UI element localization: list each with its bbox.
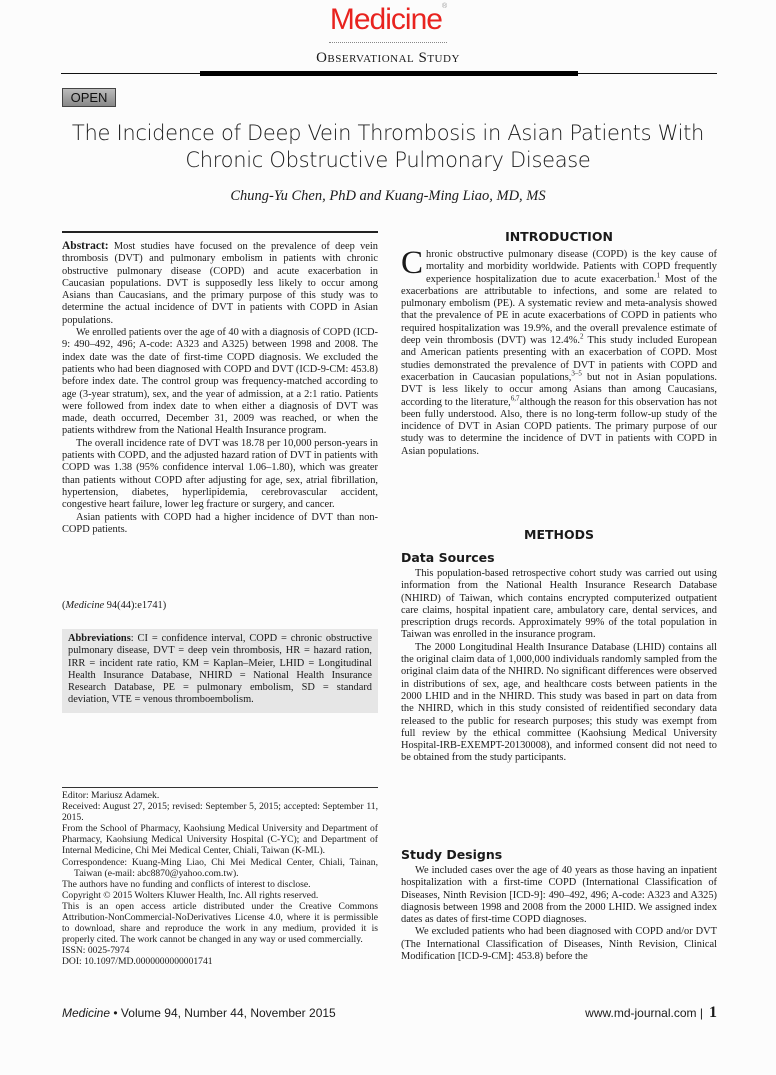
- abstract-paragraph: [62, 240, 378, 327]
- registered-mark: ®: [441, 3, 447, 10]
- abstract-paragraph: The overall incidence rate of DVT was 18.78 per 10,000 person-years in patients with COPD, and the adjusted hazard ration of DVT in patients with COPD was 1.38 (95% confidence interval 1.06–1.80), which was greater than patients without COPD after adjusting for age, sex, atrial fibrillation, hypertension, diabetes, hyperlipidemia, cerebrovascular accident, congestive heart failure, lower leg fracture or surgery, and cancer.: [62, 437, 378, 511]
- abbreviations-label: Abbreviations: [68, 633, 131, 644]
- reference-link[interactable]: 6,7: [510, 394, 520, 403]
- footer-right: [540, 1004, 717, 1022]
- footnote-conflicts: The authors have no funding and conflicts of interest to disclose.: [62, 878, 311, 890]
- footnote-doi[interactable]: DOI: 10.1097/MD.0000000000001741: [62, 956, 213, 968]
- data-sources-body: [401, 568, 717, 765]
- methods-paragraph: We included cases over the age of 40 years as those having an inpatient hospitalization with a first-time COPD (International Classification of Diseases, Ninth Revision [ICD-9]: 490–492, 496; A-code: A323 and A325) diagnosis between 1998 and 2008 from the 2000 LHID. We assigned index dates as dates of first-time COPD diagnoses.: [401, 865, 717, 926]
- abstract-rule: [62, 231, 378, 233]
- introduction-body: [401, 245, 718, 458]
- footer-volume: Volume 94, Number 44, November 2015: [120, 1006, 336, 1020]
- logo-dotted-rule: [329, 42, 447, 43]
- abstract: [62, 240, 378, 536]
- intro-text: Most of the exacerbations are attributable to infections, and some are related to pulmonary embolism (PE). A systematic review and meta-analysis showed that the prevalence of PE in acute exacerbations of COPD in patients who required hospitalization was 19.9%, and the overall prevalence estimate of deep vein thrombosis (DVT) was 12.4%.: [401, 273, 717, 347]
- data-sources-heading: Data Sources: [401, 550, 495, 565]
- footnote-affiliations: From the School of Pharmacy, Kaohsiung Medical University and Department of Pharmacy, Kaohsiung Medical University Hospital (C-YC); and Department of Internal Medicine, Chi Mei Medical Center, Chiali, Taiwan (K-ML).: [62, 823, 378, 857]
- methods-paragraph: The 2000 Longitudinal Health Insurance Database (LHID) contains all the original claim data of 1,000,000 individuals randomly sampled from the original claim data of the NHIRD. No significant differences were observed in distributions of sex, age, and healthcare costs between patients in the 2000 LHID and in the NHIRD. This study was based in part on data from the NHIRD, which in this study consisted of reidentified secondary data released to the public for research purposes; this study was exempt from full review by the ethical committee (Kaohsiung Medical University Hospital-IRB-EXEMPT-20130008), and informed consent did not need to be obtained from the study participants.: [401, 641, 717, 764]
- citation-ref: 94(44):e1741): [104, 600, 167, 611]
- section-label: Observational Study: [316, 50, 460, 66]
- study-designs-body: [401, 865, 717, 963]
- article-authors: Chung-Yu Chen, PhD and Kuang-Ming Liao, MD, MS: [230, 188, 546, 204]
- citation-paren: (: [62, 600, 66, 611]
- journal-logo: [0, 3, 776, 37]
- open-access-badge: OPEN: [62, 88, 116, 107]
- citation-journal: Medicine: [65, 600, 105, 611]
- abbreviations-box: [62, 629, 378, 713]
- intro-text: but not in Asian populations. DVT is less likely to occur among Asians than among Caucasians, according to the literature,: [401, 371, 717, 408]
- reference-link[interactable]: 3–5: [571, 369, 582, 378]
- footnotes: [62, 790, 378, 968]
- footnote-dates: Received: August 27, 2015; revised: September 5, 2015; accepted: September 11, 2015.: [62, 801, 378, 824]
- footnote-editor: Editor: Mariusz Adamek.: [62, 790, 160, 801]
- footer-issue: [62, 1006, 336, 1020]
- journal-url-link[interactable]: www.md-journal.com: [585, 1006, 697, 1020]
- header-rule-bar: [200, 71, 578, 76]
- reference-link[interactable]: 2: [579, 332, 584, 341]
- footnote-copyright: Copyright © 2015 Wolters Kluwer Health, Inc. All rights reserved.: [62, 889, 319, 901]
- methods-paragraph: We excluded patients who had been diagnosed with COPD and/or DVT (The International Classification of Diseases, Ninth Revision, Clinical Modification [ICD-9-CM]: 453.8) before the: [401, 926, 717, 963]
- footnote-correspondence: Correspondence: Kuang-Ming Liao, Chi Mei Medical Center, Chiali, Tainan, Taiwan (e-mail: abc8870@yahoo.com.tw).: [62, 856, 378, 879]
- abstract-paragraph: Asian patients with COPD had a higher incidence of DVT than non-COPD patients.: [62, 511, 378, 535]
- footer-bullet: •: [113, 1006, 118, 1020]
- intro-text: This study included European and American patients presenting with an exacerbation of COPD. Most studies demonstrated the prevalence of DVT in patients with COPD and exacerbation in Caucasian populations,: [401, 335, 717, 383]
- citation: [62, 600, 378, 612]
- journal-name: Medicine: [329, 3, 442, 36]
- intro-text: although the reason for this observation has not been fully understood. Also, there is no long-term follow-up study of the incidence of DVT in Asian COPD patients. The primary purpose of our study was to determine the incidence of DVT in patients with COPD in Asian populations.: [401, 396, 718, 457]
- footer-journal: Medicine: [62, 1006, 111, 1020]
- reference-link[interactable]: 1: [656, 271, 661, 280]
- footnote-license: This is an open access article distributed under the Creative Commons Attribution-NonCommercial-NoDerivatives License 4.0, where it is permissible to download, share and reproduce the work in any medium, provided it is properly cited. The work cannot be changed in any way or used commercially.: [62, 900, 378, 946]
- abstract-text: Most studies have focused on the prevalence of deep vein thrombosis (DVT) and pulmonary embolism in patients with chronic obstructive pulmonary disease (COPD) and acute exacerbation in Caucasian populations. DVT is supposedly less likely to occur among Asians than Caucasians, and the primary purpose of this study was to determine the actual incidence of DVT in patients with COPD in Asian populations.: [62, 241, 378, 326]
- methods-heading: METHODS: [524, 527, 594, 542]
- introduction-heading: INTRODUCTION: [505, 229, 613, 244]
- footer-separator: |: [699, 1006, 703, 1020]
- methods-paragraph: This population-based retrospective cohort study was carried out using information from the National Health Insurance Research Database (NHIRD) of Taiwan, which contains encrypted computerized outpatient care claims, hospital inpatient care, ambulatory care, dental services, and prescription drugs records. Approximately 99% of the total population in Taiwan was enrolled in the insurance program.: [401, 568, 717, 641]
- drop-cap: C: [401, 245, 424, 281]
- abstract-label: Abstract:: [62, 240, 109, 252]
- abbreviations-text: : CI = confidence interval, COPD = chronic obstructive pulmonary disease, DVT = deep vein thrombosis, HR = hazard ration, IRR = incident rate ratio, KM = Kaplan–Meier, LHID = Longitudinal Health Insurance Database, NHIRD = National Health Insurance Research Database, PE = pulmonary embolism, SD = standard deviation, VTE = venous thromboembolism.: [68, 633, 372, 706]
- intro-text: hronic obstructive pulmonary disease (COPD) is the key cause of mortality and morbidity worldwide. Patients with COPD frequently experience hospitalization due to acute exacerbation.: [426, 249, 717, 285]
- page-number: 1: [709, 1004, 717, 1021]
- footnote-rule: [62, 787, 378, 788]
- article-title: The Incidence of Deep Vein Thrombosis in Asian Patients With Chronic Obstructive Pulmonary Disease: [71, 121, 705, 172]
- introduction-paragraph: [401, 245, 718, 458]
- study-designs-heading: Study Designs: [401, 847, 503, 862]
- abstract-paragraph: We enrolled patients over the age of 40 with a diagnosis of COPD (ICD-9: 490–492, 496; A-code: A323 and A325) between 1998 and 2008. The index date was the date of first-time COPD diagnosis. We excluded the patients who had been diagnosed with COPD and DVT (ICD-9-CM: 453.8) before index date. The control group was frequency-matched according to age (3-year stratum), sex, and the year of admission, at a 2:1 ratio. Patients were followed from index date to when either a diagnosis of DVT was made, death occurred, December 31, 2009 was reached, or when the patients withdrew from the National Health Insurance program.: [62, 327, 378, 437]
- footnote-issn: ISSN: 0025-7974: [62, 945, 130, 957]
